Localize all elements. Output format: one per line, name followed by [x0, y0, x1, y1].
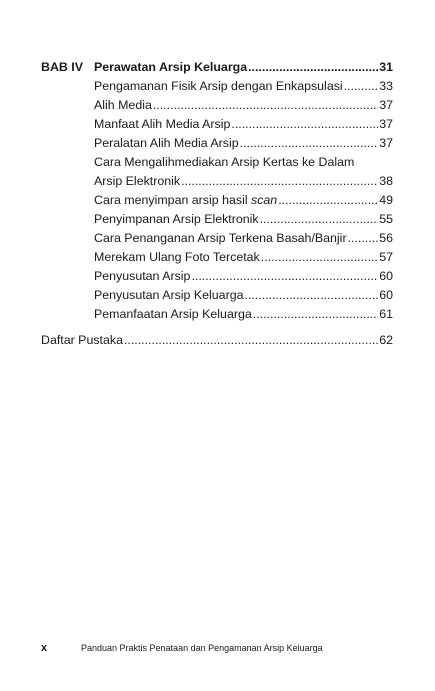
toc-entry — [41, 172, 393, 191]
toc-entry-title: Alih Media — [94, 98, 152, 112]
toc-entry-title: Cara Penanganan Arsip Terkena Basah/Banjir — [94, 231, 347, 245]
toc-entry-page: 55 — [379, 212, 393, 226]
toc-entry-page: 60 — [379, 269, 393, 283]
toc-entry-title: Penyusutan Arsip Keluarga — [94, 288, 244, 302]
toc-entry — [41, 229, 393, 248]
toc-entry-wrapped-line — [41, 153, 393, 172]
leader-dots — [124, 331, 378, 350]
leader-dots — [261, 248, 378, 267]
leader-dots — [153, 96, 378, 115]
toc-entry — [41, 96, 393, 115]
toc-entry-page: 57 — [379, 250, 393, 264]
toc-entry-title: Cara Mengalihmediakan Arsip Kertas ke Dalam — [94, 155, 355, 169]
toc-entry-page: 60 — [379, 288, 393, 302]
running-title: Panduan Praktis Penataan dan Pengamanan Arsip Keluarga — [81, 643, 323, 653]
toc-chapter-heading — [41, 58, 393, 77]
leader-dots — [244, 286, 378, 305]
toc-entry-title-continued: Arsip Elektronik — [94, 174, 181, 188]
leader-dots — [278, 191, 378, 210]
toc-entry-title: Penyimpanan Arsip Elektronik — [94, 212, 259, 226]
toc-entry-page: 37 — [379, 136, 393, 150]
page-footer — [41, 641, 393, 655]
leader-dots — [260, 210, 378, 229]
toc-entry — [41, 248, 393, 267]
toc-entry-title-italic: scan — [251, 193, 278, 207]
chapter-label: BAB IV — [41, 60, 83, 74]
toc-entry — [41, 134, 393, 153]
toc-entry — [41, 305, 393, 324]
leader-dots — [253, 305, 378, 324]
leader-dots — [181, 172, 378, 191]
section-gap — [41, 324, 393, 331]
toc-entry-title: Pemanfaatan Arsip Keluarga — [94, 307, 252, 321]
leader-dots — [231, 115, 378, 134]
toc-entry-title: Merekam Ulang Foto Tercetak — [94, 250, 260, 264]
toc-entry-title: Penyusutan Arsip — [94, 269, 191, 283]
chapter-page-number: 31 — [379, 60, 393, 74]
toc-entry-title: Pengamanan Fisik Arsip dengan Enkapsulasi — [94, 79, 343, 93]
leader-dots — [344, 77, 378, 96]
table-of-contents — [41, 58, 393, 350]
toc-entry — [41, 267, 393, 286]
toc-entry — [41, 286, 393, 305]
toc-entry-page: 49 — [379, 193, 393, 207]
leader-dots — [191, 267, 378, 286]
toc-bibliography — [41, 331, 393, 350]
toc-entry-page: 33 — [379, 79, 393, 93]
toc-entry-title: Peralatan Alih Media Arsip — [94, 136, 239, 150]
toc-entry-page: 37 — [379, 98, 393, 112]
toc-entry — [41, 115, 393, 134]
toc-entry-page: 56 — [379, 231, 393, 245]
toc-entry — [41, 77, 393, 96]
toc-entry-title: Manfaat Alih Media Arsip — [94, 117, 231, 131]
page-folio: x — [41, 642, 48, 654]
leader-dots — [348, 229, 378, 248]
toc-entry-page: 38 — [379, 174, 393, 188]
toc-entry-page: 37 — [379, 117, 393, 131]
bibliography-title: Daftar Pustaka — [41, 333, 123, 347]
toc-entry-title-text: Cara menyimpan arsip hasil — [94, 193, 252, 207]
leader-dots — [240, 134, 378, 153]
leader-dots — [248, 58, 378, 77]
toc-entry — [41, 210, 393, 229]
bibliography-page: 62 — [379, 333, 393, 347]
chapter-title: Perawatan Arsip Keluarga — [94, 60, 248, 74]
toc-entry-title — [94, 191, 277, 210]
toc-entry — [41, 191, 393, 210]
toc-entry-page: 61 — [379, 307, 393, 321]
